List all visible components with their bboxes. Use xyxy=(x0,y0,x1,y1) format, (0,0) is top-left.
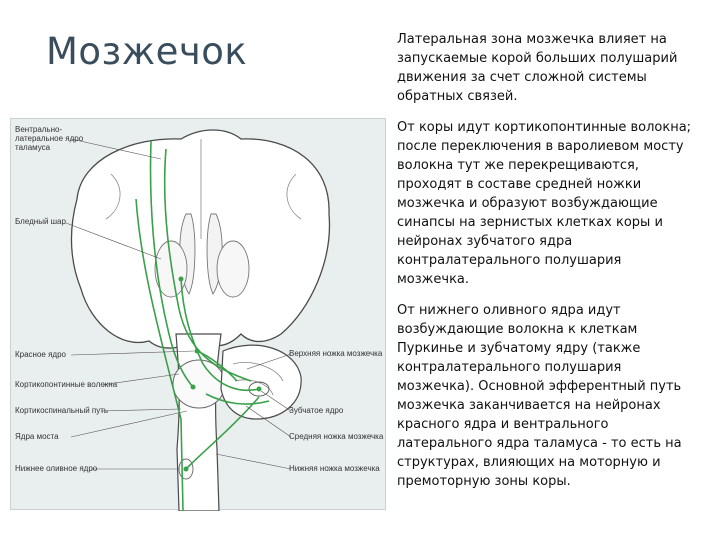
brain-diagram-svg xyxy=(11,119,387,511)
label-inferior-peduncle: Нижняя ножка мозжечка xyxy=(289,464,380,473)
thalamus-right xyxy=(217,241,249,297)
paragraph-corticopontine: От коры идут кортикопонтинные волокна; после переключения в варолиевом мосту волокна тут же перекрещиваются, проходят в составе средней ножки мозжечка и образуют возбуждающие синапсы на зернистых клетках коры и нейронах зубчатого ядра контралатерального полушария мозжечка. xyxy=(397,120,692,287)
text-column xyxy=(397,30,695,503)
label-corticospinal: Кортикоспинальный путь xyxy=(15,406,109,415)
label-middle-peduncle: Средняя ножка мозжечка xyxy=(289,432,384,441)
label-dentate: Зубчатое ядро xyxy=(289,406,344,415)
label-red-nucleus: Красное ядро xyxy=(15,350,66,359)
label-globus-pallidus: Бледный шар xyxy=(15,217,66,226)
paragraph-inferior-olive: От нижнего оливного ядра идут возбуждающие волокна к клеткам Пуркинье и зубчатому ядру (также контралатерального полушария мозжечка). Основной эфферентный путь мозжечка заканчивается на нейронах красного ядра и вентрального латерального ядра таламуса - то есть на структурах, влияющих на моторную и премоторную зоны коры. xyxy=(397,303,682,489)
label-pons-nuclei: Ядра моста xyxy=(15,432,59,441)
cerebrum-outline xyxy=(71,130,329,348)
slide-title: Мозжечок xyxy=(46,30,248,73)
paragraph-lateral-zone: Латеральная зона мозжечка влияет на запускаемые корой больших полушарий движения за счет сложной системы обратных связей. xyxy=(397,32,678,104)
label-corticopontine: Кортикопонтинные волокна xyxy=(15,380,118,389)
label-inferior-olive: Нижнее оливное ядро xyxy=(15,464,98,473)
label-superior-peduncle: Верхняя ножка мозжечка xyxy=(289,349,383,358)
cerebellum-pathway-diagram xyxy=(10,118,386,510)
label-thalamus: Вентрально-латеральное ядро таламуса xyxy=(15,125,84,152)
